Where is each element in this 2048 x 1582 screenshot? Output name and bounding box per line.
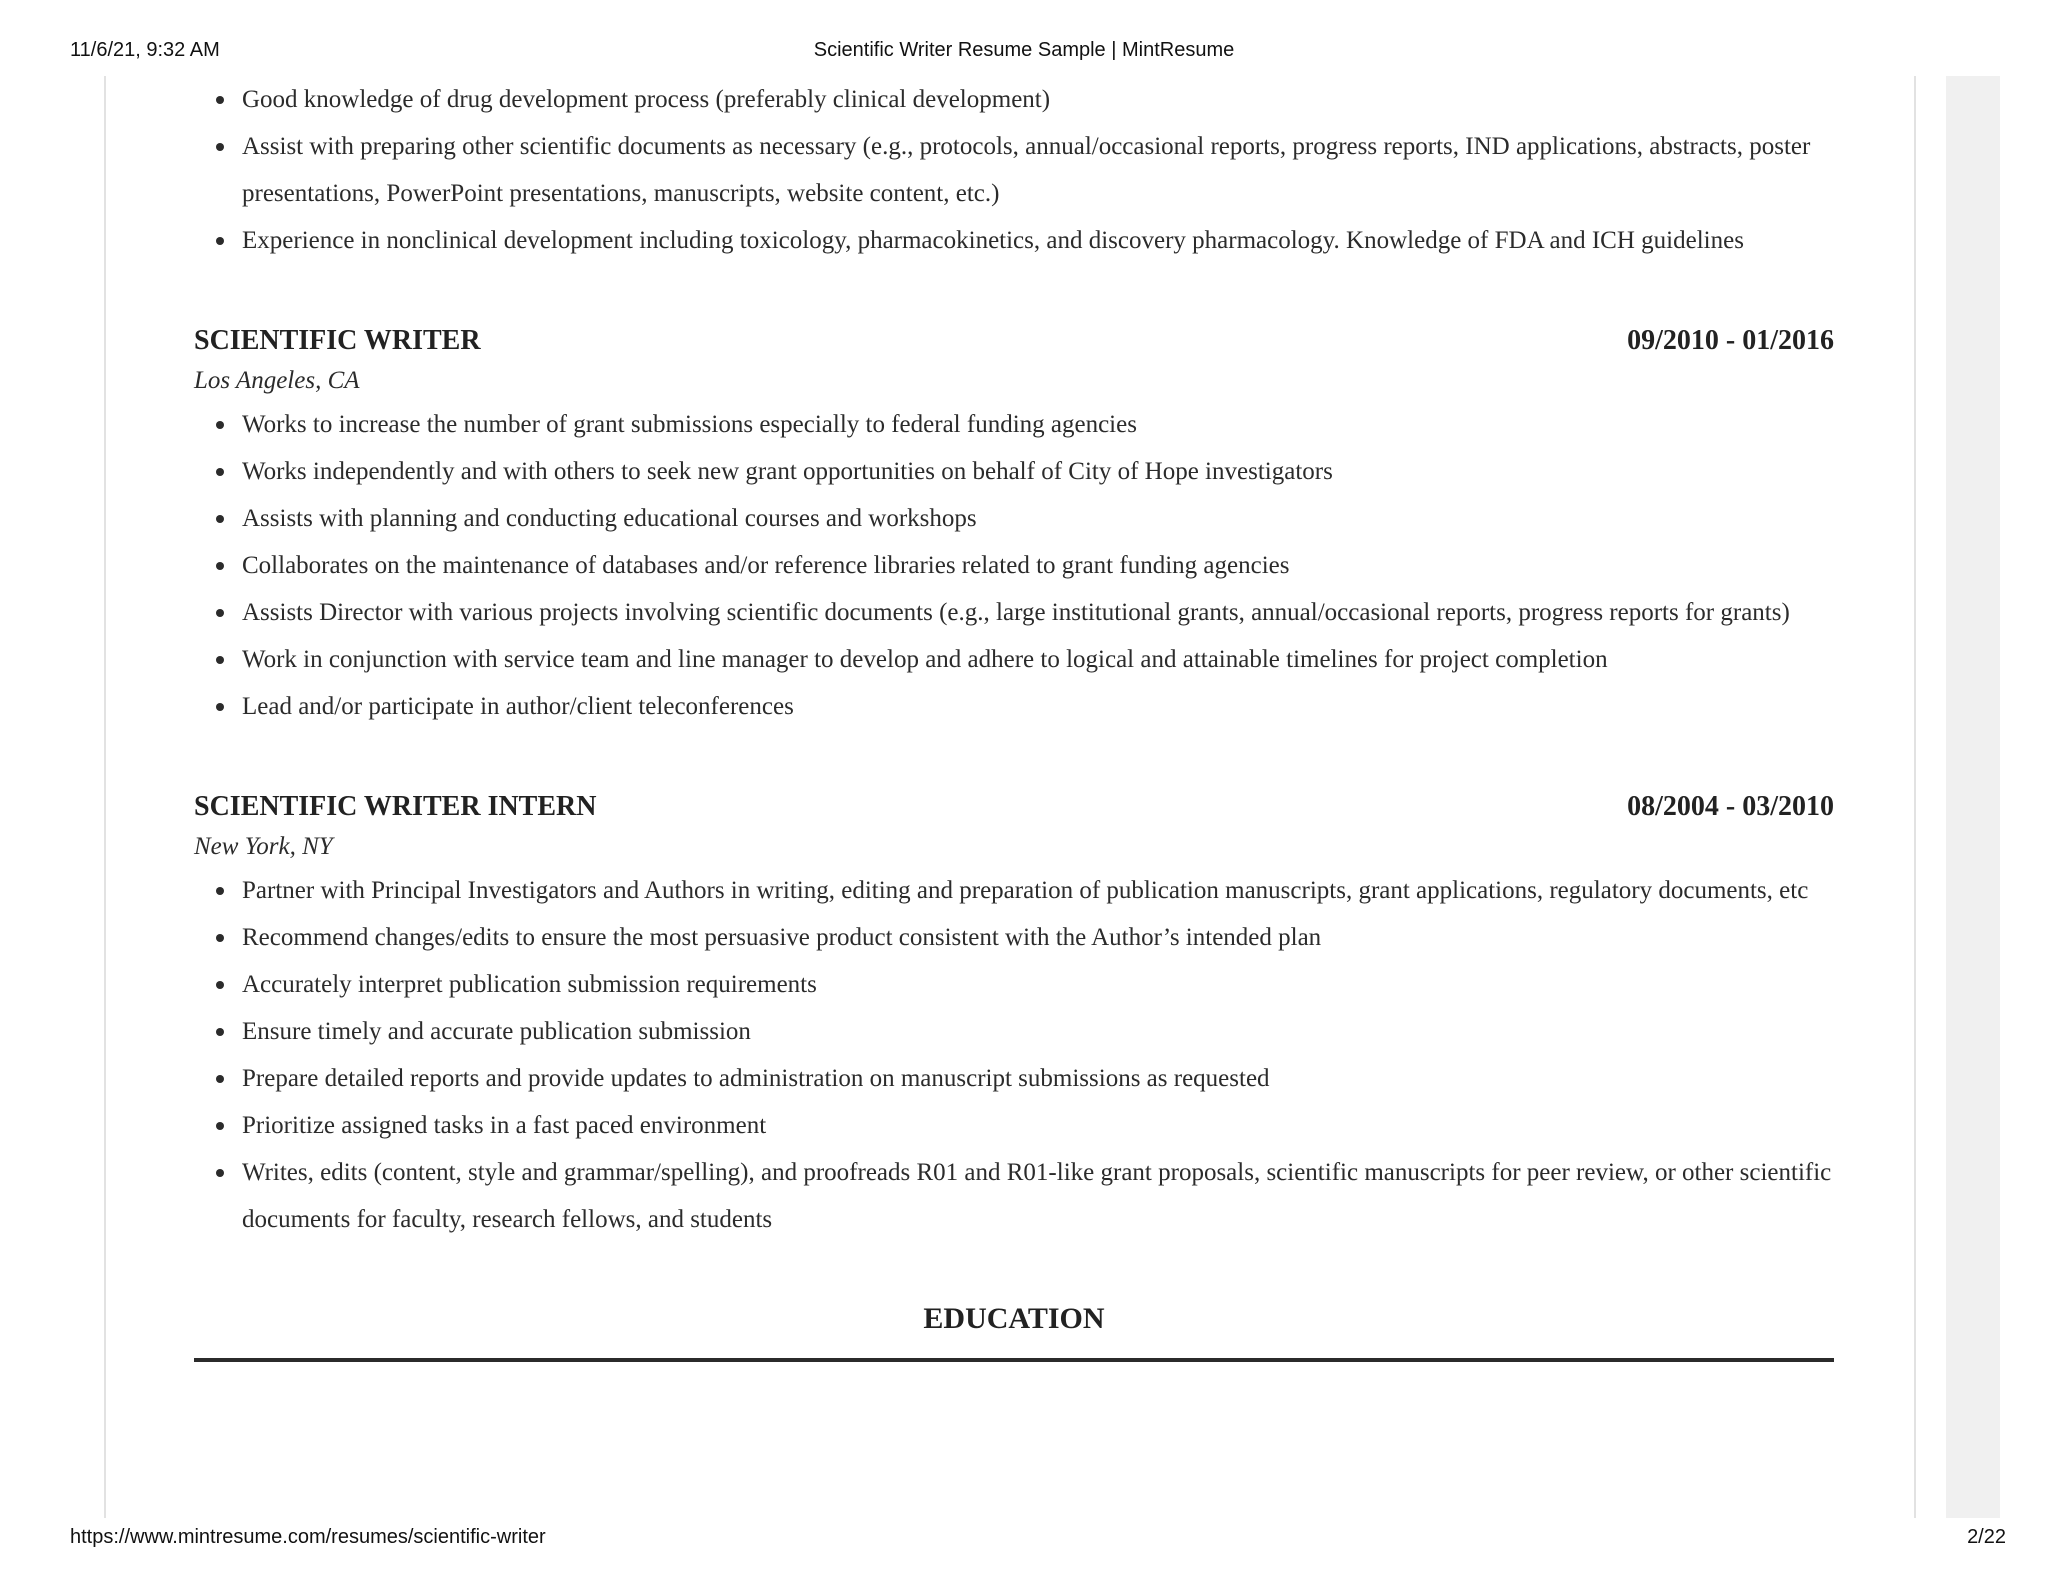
- list-item: Lead and/or participate in author/client teleconferences: [242, 683, 1834, 730]
- job-header: [194, 787, 1834, 827]
- section-heading-education: EDUCATION: [923, 1302, 1105, 1335]
- job-title: SCIENTIFIC WRITER: [194, 325, 481, 356]
- list-item: Recommend changes/edits to ensure the most persuasive product consistent with the Author’s intended plan: [242, 914, 1834, 961]
- scrollbar-track[interactable]: [1946, 76, 2000, 1518]
- job-bullet-list: [194, 401, 1834, 730]
- job-location: New York, NY: [194, 833, 333, 860]
- job-dates: 08/2004 - 03/2010: [1627, 791, 1834, 822]
- job-header: [194, 321, 1834, 361]
- job-location: Los Angeles, CA: [194, 367, 360, 394]
- page-frame-right-border: [1914, 76, 1916, 1518]
- list-item: Collaborates on the maintenance of databases and/or reference libraries related to grant funding agencies: [242, 542, 1834, 589]
- resume-content: [194, 76, 1834, 1362]
- intro-bullet-list: [194, 76, 1834, 264]
- list-item: Ensure timely and accurate publication submission: [242, 1008, 1834, 1055]
- list-item: Accurately interpret publication submission requirements: [242, 961, 1834, 1008]
- print-header-datetime: 11/6/21, 9:32 AM: [70, 39, 220, 61]
- print-header-title: Scientific Writer Resume Sample | MintResume: [813, 39, 1235, 61]
- print-footer-url[interactable]: https://www.mintresume.com/resumes/scientific-writer: [70, 1526, 546, 1548]
- list-item: Assists Director with various projects involving scientific documents (e.g., large institutional grants, annual/occasional reports, progress reports for grants): [242, 589, 1834, 636]
- list-item: Prepare detailed reports and provide updates to administration on manuscript submissions as requested: [242, 1055, 1834, 1102]
- list-item: Partner with Principal Investigators and Authors in writing, editing and preparation of publication manuscripts, grant applications, regulatory documents, etc: [242, 867, 1834, 914]
- job-entry-scientific-writer: [194, 321, 1834, 730]
- list-item: Writes, edits (content, style and grammar/spelling), and proofreads R01 and R01-like grant proposals, scientific manuscripts for peer review, or other scientific documents for faculty, research fellows, and students: [242, 1149, 1834, 1243]
- list-item: Works independently and with others to seek new grant opportunities on behalf of City of Hope investigators: [242, 448, 1834, 495]
- education-section: [194, 1298, 1834, 1362]
- list-item: Work in conjunction with service team and line manager to develop and adhere to logical and attainable timelines for project completion: [242, 636, 1834, 683]
- print-footer-page-number: 2/22: [1967, 1526, 2006, 1548]
- list-item: Good knowledge of drug development process (preferably clinical development): [242, 76, 1834, 123]
- list-item: Assist with preparing other scientific documents as necessary (e.g., protocols, annual/occasional reports, progress reports, IND applications, abstracts, poster presentations, PowerPoint presentations, manuscripts, website content, etc.): [242, 123, 1834, 217]
- list-item: Prioritize assigned tasks in a fast paced environment: [242, 1102, 1834, 1149]
- section-divider: [194, 1358, 1834, 1362]
- job-entry-scientific-writer-intern: [194, 787, 1834, 1243]
- page-frame-left-border: [104, 76, 106, 1518]
- job-title: SCIENTIFIC WRITER INTERN: [194, 791, 597, 822]
- list-item: Works to increase the number of grant submissions especially to federal funding agencies: [242, 401, 1834, 448]
- list-item: Experience in nonclinical development including toxicology, pharmacokinetics, and discovery pharmacology. Knowledge of FDA and ICH guidelines: [242, 217, 1834, 264]
- job-dates: 09/2010 - 01/2016: [1627, 325, 1834, 356]
- list-item: Assists with planning and conducting educational courses and workshops: [242, 495, 1834, 542]
- job-bullet-list: [194, 867, 1834, 1243]
